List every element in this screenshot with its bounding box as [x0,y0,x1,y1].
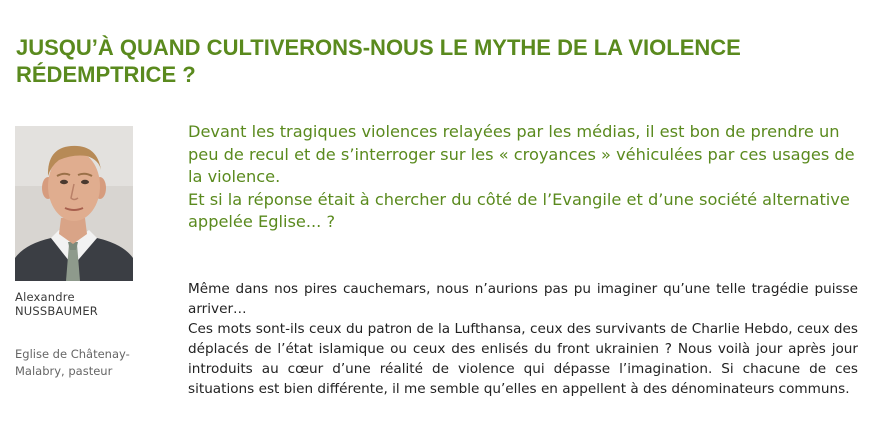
article-body [188,279,858,399]
author-last-name: NUSSBAUMER [15,304,98,318]
body-paragraph: Ces mots sont-ils ceux du patron de la Lufthansa, ceux des survivants de Charlie Hebdo, ceux des déplacés de l’état islamique ou ceux des enlisés du front ukrainien ? Nous voilà jour après jour introduits au cœur d’une réalité de violence qui dépasse l’imagination. Si chacune de ces situations est bien différente, il me semble qu’elles en appellent à des dénominateurs communs. [188,321,858,397]
author-portrait-image [15,126,133,281]
lede-paragraph: Et si la réponse était à chercher du côté de l’Evangile et d’une société alternative appelée Eglise... ? [188,189,850,231]
lede-paragraph: Devant les tragiques violences relayées par les médias, il est bon de prendre un peu de recul et de s’interroger sur les « croyances » véhiculées par ces usages de la violence. [188,122,855,186]
author-role: Eglise de Châtenay-Malabry, pasteur [15,347,130,378]
article-lede [188,121,868,234]
body-paragraph: Même dans nos pires cauchemars, nous n’aurions pas pu imaginer qu’une telle tragédie puisse arriver… [188,281,858,317]
article-title: JUSQU’À QUAND CULTIVERONS-NOUS LE MYTHE DE LA VIOLENCE RÉDEMPTRICE ? [16,35,741,87]
author-photo [15,126,133,281]
author-name [15,290,175,318]
author-first-name: Alexandre [15,290,75,304]
